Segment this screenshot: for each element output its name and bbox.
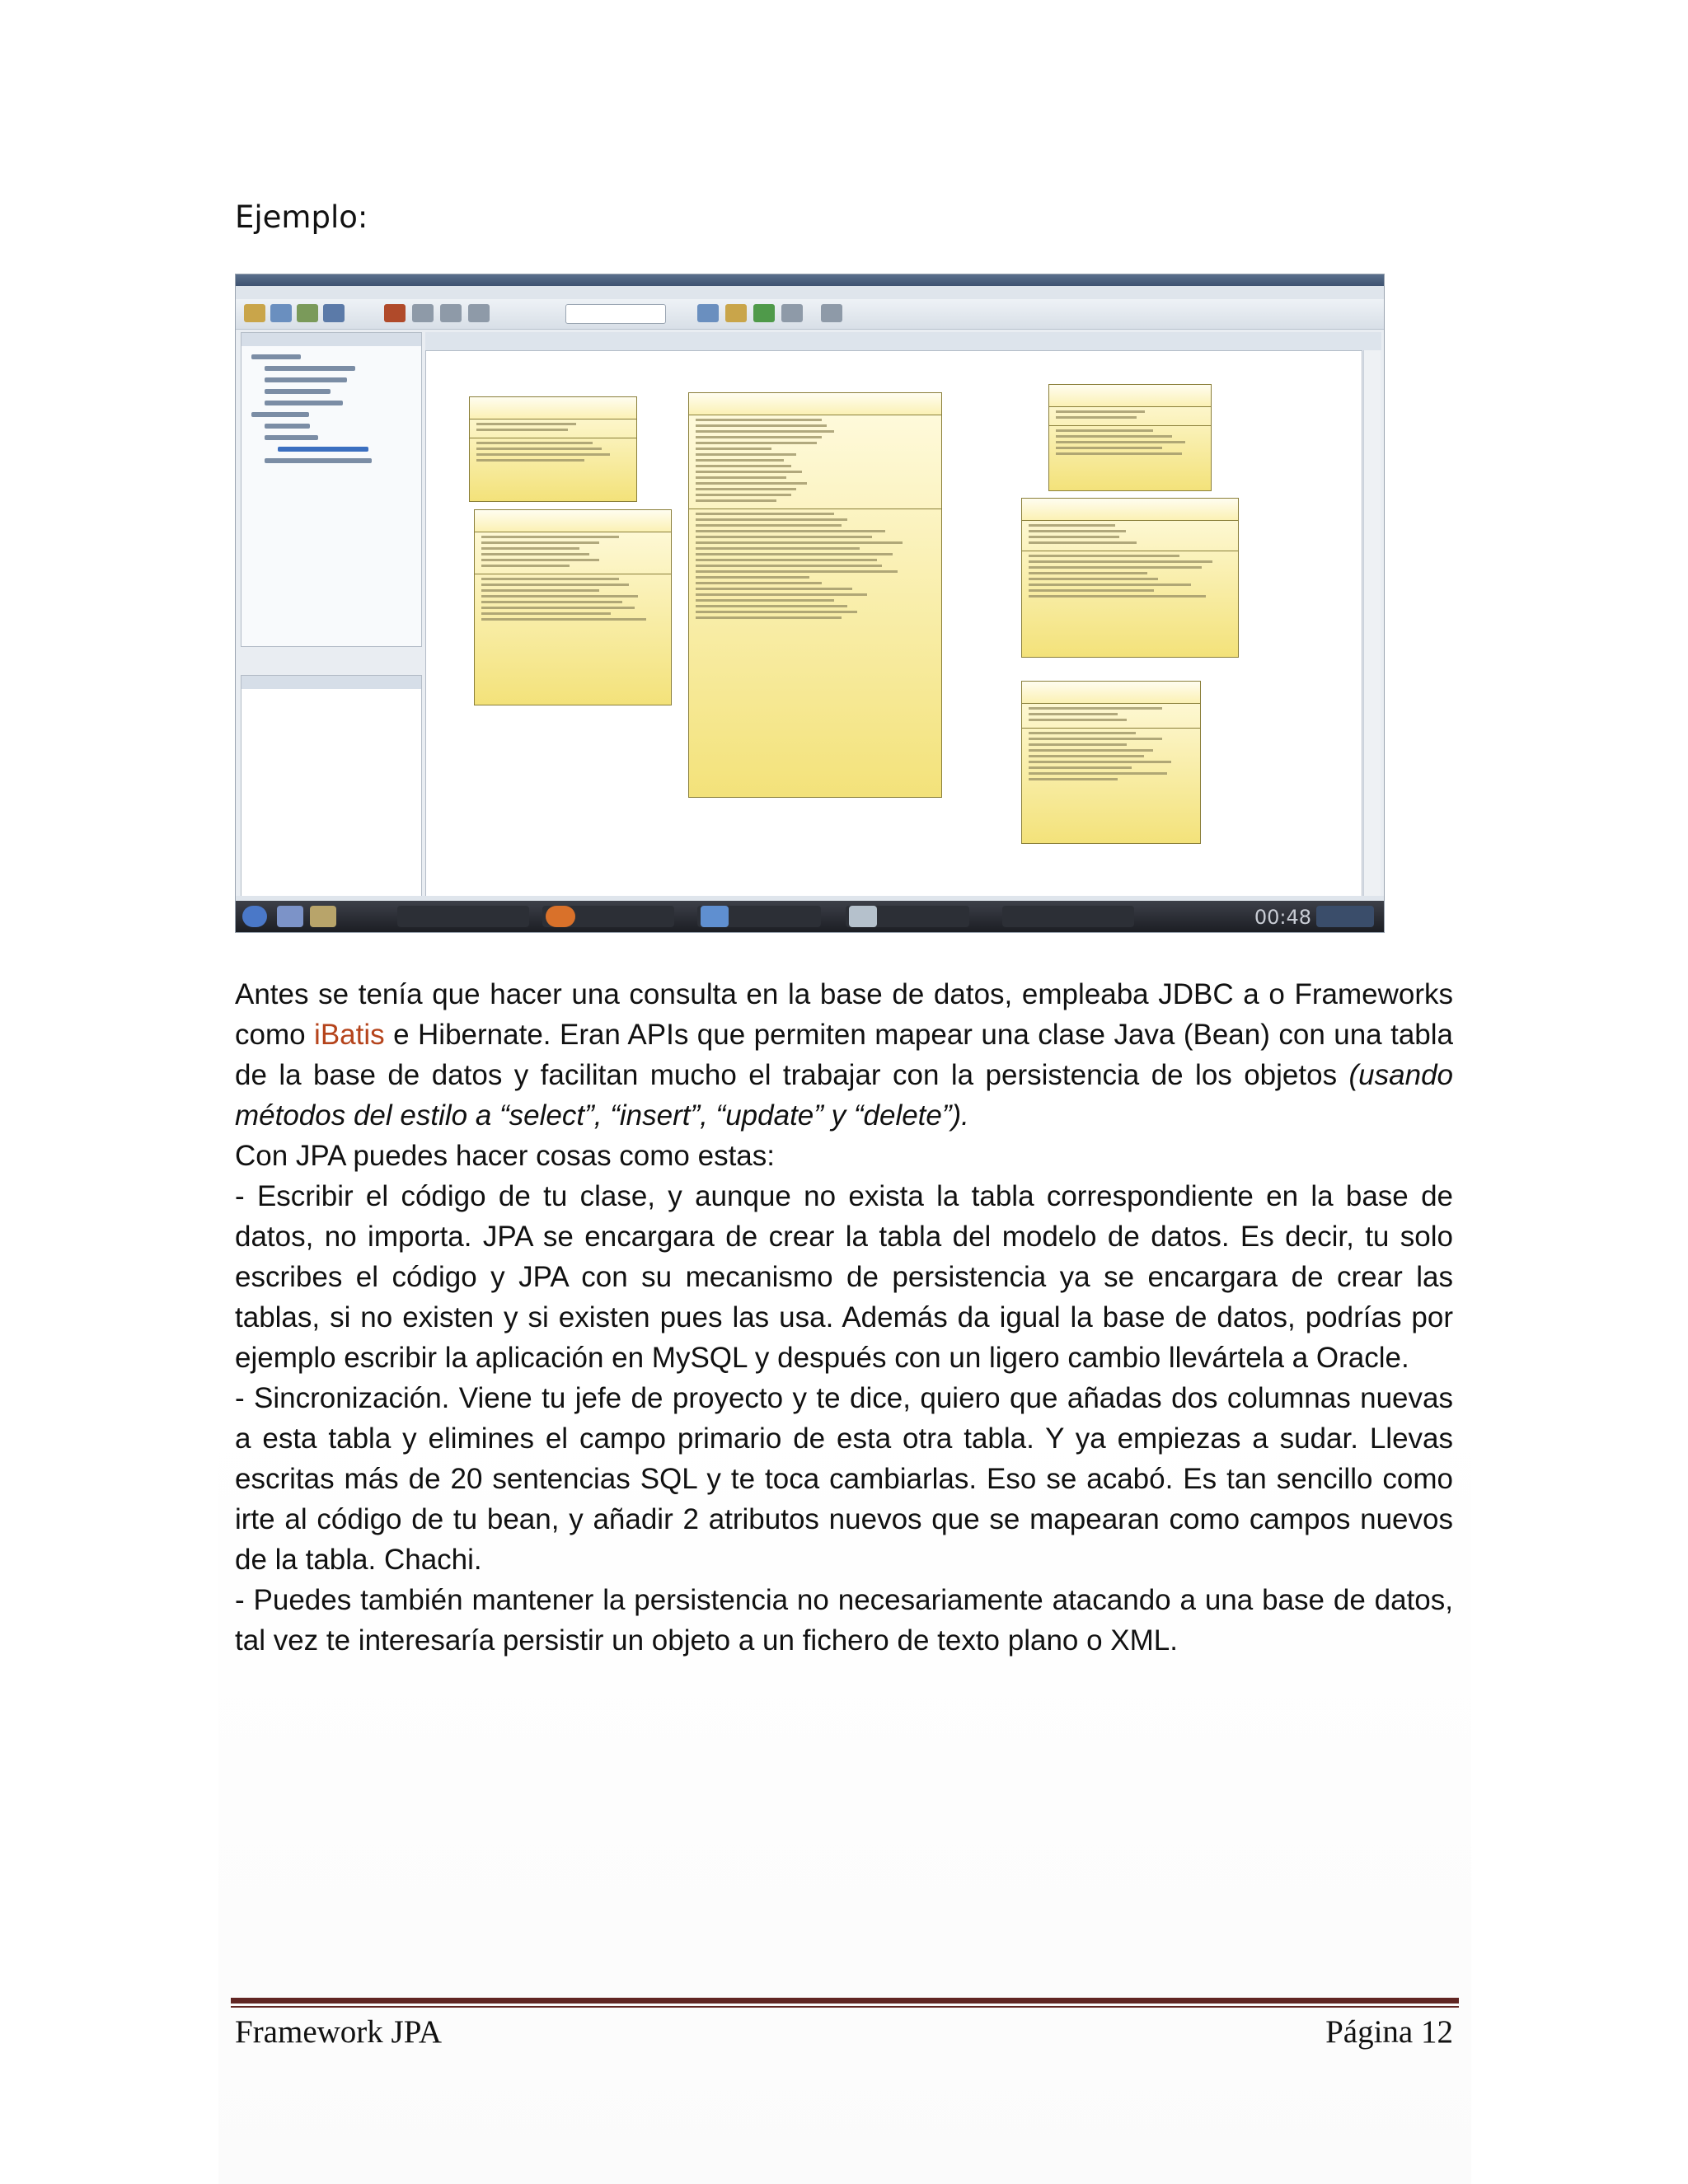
diagram-canvas [425,350,1362,898]
tree-item [265,366,355,371]
toolbar-icon [821,304,842,322]
uml-class-box [469,396,637,502]
uml-class-box [1021,681,1201,844]
toolbar-combo [565,304,666,324]
uml-class-box [1021,498,1239,658]
toolbar-icon [384,304,406,322]
toolbar-icon [270,304,292,322]
toolbar-icon [297,304,318,322]
toolbar-icon [781,304,803,322]
paragraph: - Puedes también mantener la persistencia no necesariamente atacando a una base de datos, tal vez te interesaría persistir un objeto a un fichero de texto plano o XML. [235,1584,1453,1657]
projects-panel [241,332,422,647]
toolbar-icon [412,304,434,322]
panel-header [241,333,421,346]
toolbar-icon [440,304,462,322]
ibatis-link[interactable]: iBatis [314,1019,385,1051]
toolbar-icon [753,304,775,322]
tree-item [251,354,301,359]
netbeans-icon [701,906,729,927]
window-icon [849,906,877,927]
page-number: Página 12 [1325,2014,1453,2050]
taskbar-icon [277,906,303,927]
uml-diagram-screenshot [235,274,1385,933]
toolbar-icon [468,304,490,322]
paragraph: - Escribir el código de tu clase, y aunque no exista la tabla correspondiente en la base de datos, no importa. JPA se encargara de crear la tabla del modelo de datos. Es decir, tu solo escribes el código y JPA con su mecanismo de persistencia ya se encargara de crear las tablas, si no existen y si existen pues las usa. Además da igual la base de datos, podrías por ejemplo escribir la aplicación en MySQL y después con un ligero cambio llevártela a Oracle. [235,1180,1453,1374]
tree-item [251,412,309,417]
tree-item [265,458,372,463]
footer-title: Framework JPA [235,2014,442,2050]
tree-item-selected [278,447,368,452]
vertical-scrollbar [1363,350,1381,896]
tree-item [265,435,318,440]
system-tray [1316,906,1374,927]
uml-class-box [1048,384,1212,491]
body-text [235,974,1453,1661]
tree-item [265,377,347,382]
tree-item [265,424,310,429]
start-menu-icon [242,906,267,927]
toolbar-icon [323,304,345,322]
paragraph: - Sincronización. Viene tu jefe de proyecto y te dice, quiero que añadas dos columnas nuevas a esta tabla y elimines el campo primario de esta otra tabla. Y ya empiezas a sudar. Llevas escritas más de 20 sentencias SQL y te toca cambiarlas. Eso se acabó. Es tan sencillo como irte al código de tu bean, y añadir 2 atributos nuevos que se mapearan como campos nuevos de la tabla. Chachi. [235,1382,1453,1576]
tree-item [265,401,343,405]
window-titlebar [236,274,1384,286]
editor-tabs [425,332,1381,350]
os-taskbar [236,901,1384,932]
panel-header [241,676,421,689]
paragraph: Antes se tenía que hacer una consulta en la base de datos, empleaba JDBC a o Frameworks como iBatis e Hibernate. Eran APIs que permiten mapear una clase Java (Bean) con una tabla de la base de datos y facilitan mucho el trabajar con la persistencia de los objetos (usando métodos del estilo a “select”, “insert”, “update” y “delete”). [235,978,1453,1132]
toolbar-icon [244,304,265,322]
uml-class-box [474,509,672,705]
toolbar-icon [697,304,719,322]
taskbar-icon [310,906,336,927]
firefox-icon [546,906,575,927]
taskbar-window [1002,906,1134,927]
paragraph: Con JPA puedes hacer cosas como estas: [235,1140,775,1172]
navigator-panel [241,675,422,898]
window-menubar [236,286,1384,299]
taskbar-clock: 00:48 [1254,906,1311,929]
footer-rule-thin [231,2006,1459,2008]
uml-class-box [688,392,942,798]
window-toolbar [236,299,1384,330]
taskbar-terminal [397,906,529,927]
page-heading: Ejemplo: [235,199,368,235]
tree-item [265,389,331,394]
footer-rule [231,1998,1459,2004]
toolbar-icon [725,304,747,322]
